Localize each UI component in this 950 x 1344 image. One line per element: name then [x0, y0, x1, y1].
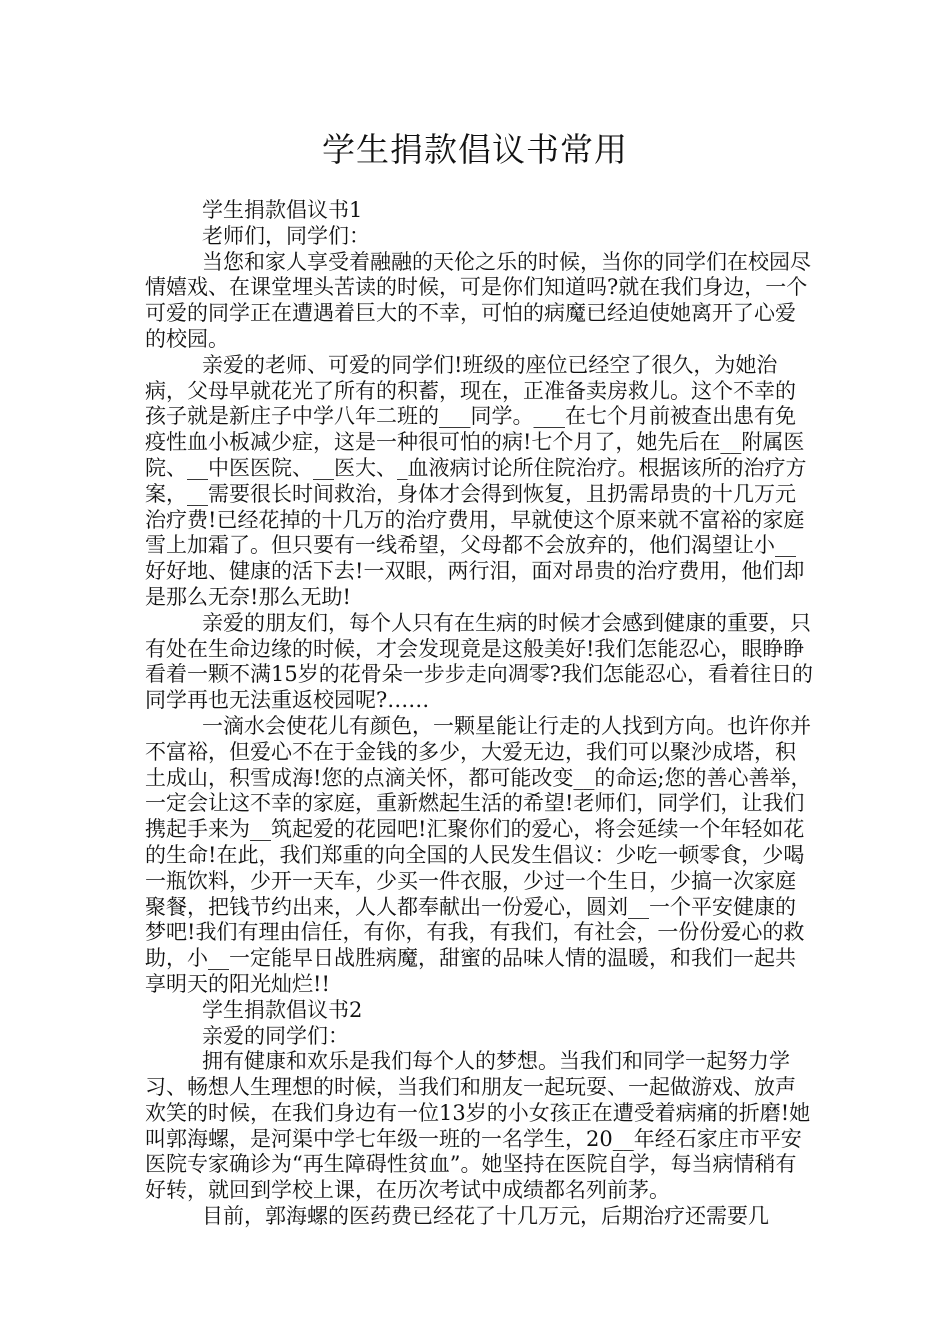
paragraph: 目前，郭海螺的医药费已经花了十几万元，后期治疗还需要几: [202, 1204, 769, 1229]
section-heading-1: 学生捐款倡议书1: [202, 198, 363, 222]
paragraph: 拥有健康和欢乐是我们每个人的梦想。当我们和同学一起努力学习、畅想人生理想的时候，当我们和朋友一起玩耍、一起做游戏、放声欢笑的时候，在我们身边有一位13岁的小女孩正在遭受着病痛的折磨!她叫郭海螺，是河渠中学七年级一班的一名学生，20__年经石家庄市平安医院专家确诊为“再生障碍性贫血”。她坚持在医院自学，每当病情稍有好转，就回到学校上课，在历次考试中成绩都名列前茅。: [145, 1049, 811, 1203]
paragraph: 当您和家人享受着融融的天伦之乐的时候，当你的同学们在校园尽情嬉戏、在课堂埋头苦读的时候，可是你们知道吗?就在我们身边，一个可爱的同学正在遭遇着巨大的不幸，可怕的病魔已经迫使她离开了心爱的校园。: [145, 249, 811, 351]
document-body: [145, 198, 813, 1230]
paragraph: 一滴水会使花儿有颜色，一颗星能让行走的人找到方向。也许你并不富裕，但爱心不在于金钱的多少，大爱无边，我们可以聚沙成塔，积土成山，积雪成海!您的点滴关怀，都可能改变__的命运;您的善心善举，一定会让这不幸的家庭，重新燃起生活的希望!老师们，同学们，让我们携起手来为__筑起爱的花园吧!汇聚你们的爱心，将会延续一个年轻如花的生命!在此，我们郑重的向全国的人民发生倡议：少吃一顿零食，少喝一瓶饮料，少开一天车，少买一件衣服，少过一个生日，少搞一次家庭聚餐，把钱节约出来，人人都奉献出一份爱心，圆刘__一个平安健康的梦吧!我们有理由信任，有你，有我，有我们，有社会，一份份爱心的救助，小__一定能早日战胜病魔，甜蜜的品味人情的温暖，和我们一起共享明天的阳光灿烂!!: [145, 713, 812, 996]
salutation-2: 亲爱的同学们：: [202, 1023, 349, 1048]
paragraph: 亲爱的朋友们，每个人只有在生病的时候才会感到健康的重要，只有处在生命边缘的时候，才会发现竟是这般美好!我们怎能忍心，眼睁睁看着一颗不满15岁的花骨朵一步步走向凋零?我们怎能忍心，看着往日的同学再也无法重返校园呢?……: [145, 610, 813, 713]
section-heading-2: 学生捐款倡议书2: [202, 997, 363, 1022]
salutation-1: 老师们，同学们：: [202, 223, 370, 248]
paragraph: 亲爱的老师、可爱的同学们!班级的座位已经空了很久，为她治病，父母早就花光了所有的积蓄，现在，正准备卖房救儿。这个不幸的孩子就是新庄子中学八年二班的___同学。___在七个月前被查出患有免疫性血小板减少症，这是一种很可怕的病!七个月了，她先后在__附属医院、__中医医院、__医大、_血液病讨论所住院治疗。根据该所的治疗方案，__需要很长时间救治，身体才会得到恢复，且扔需昂贵的十几万元治疗费!已经花掉的十几万的治疗费用，早就使这个原来就不富裕的家庭雪上加霜了。但只要有一线希望，父母都不会放弃的，他们渴望让小__好好地、健康的活下去!一双眼，两行泪，面对昂贵的治疗费用，他们却是那么无奈!那么无助!: [145, 352, 807, 609]
document-title: 学生捐款倡议书常用: [322, 130, 628, 169]
